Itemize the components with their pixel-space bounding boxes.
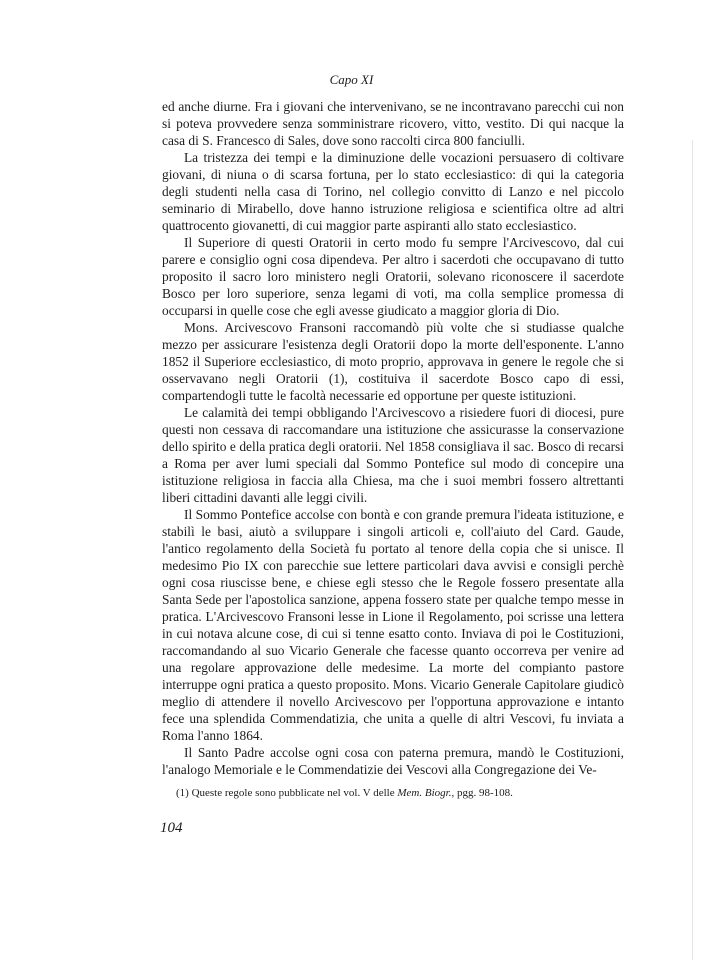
body-text [162, 98, 624, 778]
footnote-text: (1) Queste regole sono pubblicate nel vol. V delle [176, 787, 398, 799]
footnote [176, 786, 626, 800]
paragraph-3: Il Superiore di questi Oratorii in certo modo fu sempre l'Arcivescovo, dal cui parere e consiglio ogni cosa dipendeva. Per altro i sacerdoti che occupavano di tutto proposito il sacro loro ministero negli Oratorii, solevano riconoscere il sacerdote Bosco per loro superiore, senza legami di voti, ma colla semplice promessa di occuparsi in quelle cose che egli avesse giudicato a maggior gloria di Dio. [162, 235, 624, 318]
running-head: Capo XI [329, 72, 374, 87]
paragraph-1: ed anche diurne. Fra i giovani che intervenivano, se ne incontravano parecchi cui non si poteva provvedere senza somministrare ricovero, vitto, vestito. Di qui nacque la casa di S. Francesco di Sales, dove sono raccolti circa 800 fanciulli. [162, 99, 624, 148]
page-number: 104 [160, 820, 183, 836]
footnote-pages: , pgg. 98-108. [451, 787, 513, 799]
footnote-citation: Mem. Biogr. [397, 787, 452, 799]
paragraph-7: Il Santo Padre accolse ogni cosa con paterna premura, mandò le Costituzioni, l'analogo Memoriale e le Commendatizie dei Vescovi alla Congregazione dei Ve- [162, 745, 624, 777]
page-edge-divider [692, 140, 693, 960]
paragraph-4: Mons. Arcivescovo Fransoni raccomandò più volte che si studiasse qualche mezzo per assicurare l'esistenza degli Oratorii dopo la morte dell'esponente. L'anno 1852 il Superiore ecclesiastico, di moto proprio, approvava in genere le regole che si osservavano negli Oratorii (1), costituiva il sacerdote Bosco capo di essi, compartendogli tutte le facoltà necessarie ed opportune per queste istituzioni. [162, 320, 624, 403]
paragraph-5: Le calamità dei tempi obbligando l'Arcivescovo a risiedere fuori di diocesi, pure questi non cessava di raccomandare una istituzione che assicurasse la conservazione dello spirito e della pratica degli oratorii. Nel 1858 consigliava il sac. Bosco di recarsi a Roma per aver lumi speciali dal Sommo Pontefice sul modo di concepire una istituzione religiosa in faccia alla Chiesa, ma che i suoi membri fossero altrettanti liberi cittadini davanti alle leggi civili. [162, 405, 624, 505]
paragraph-6: Il Sommo Pontefice accolse con bontà e con grande premura l'ideata istituzione, e stabilì le basi, aiutò a sviluppare i singoli articoli e, coll'aiuto del Card. Gaude, l'antico regolamento della Società fu portato al tenore della copia che si unisce. Il medesimo Pio IX con parecchie sue lettere particolari dava avvisi e consigli perchè ogni cosa riuscisse bene, e chiese egli stesso che le Regole fossero presentate alla Santa Sede per l'apostolica sanzione, appena fossero state per qualche tempo messe in pratica. L'Arcivescovo Fransoni lesse in Lione il Regolamento, poi scrisse una lettera in cui notava alcune cose, di cui si tenne esatto conto. Inviava di poi le Costituzioni, raccomandando al suo Vicario Generale che facesse quanto occorreva per venire ad una regolare approvazione delle medesime. La morte del compianto pastore interruppe ogni pratica a questo proposito. Mons. Vicario Generale Capitolare giudicò meglio di attendere il novello Arcivescovo per l'opportuna approvazione e intanto fece una splendida Commendatizia, che unita a quelle di altri Vescovi, fu inviata a Roma l'anno 1864. [162, 507, 624, 743]
paragraph-2: La tristezza dei tempi e la diminuzione delle vocazioni persuasero di coltivare giovani, di niuna o di scarsa fortuna, per lo stato ecclesiastico: di qui la categoria degli studenti nella casa di Torino, nel collegio convitto di Lanzo e nel piccolo seminario di Mirabello, dove hanno istruzione religiosa e scientifica oltre ad altri quattrocento giovanetti, di cui maggior parte aspiranti allo stato ecclesiastico. [162, 150, 624, 233]
